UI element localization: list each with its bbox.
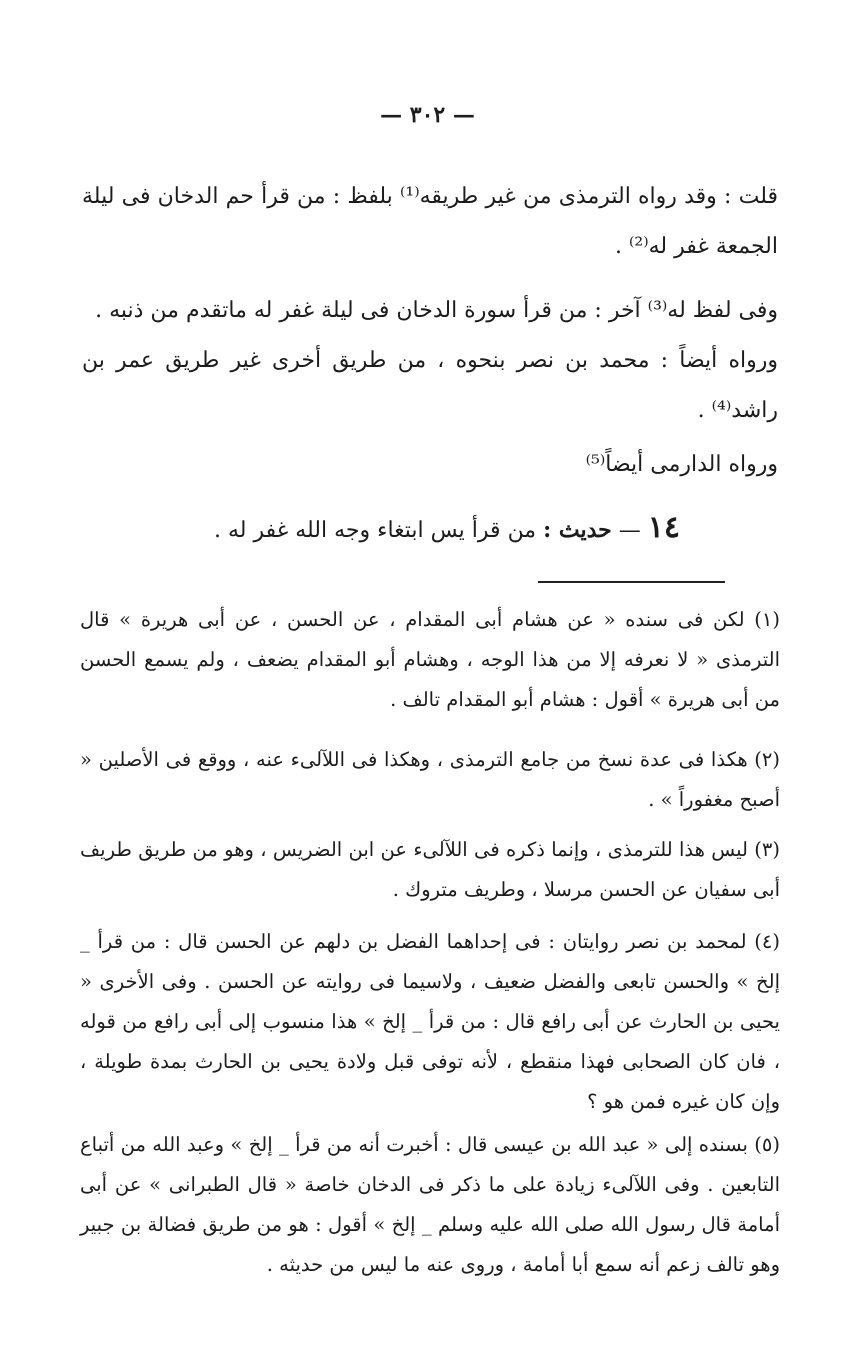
hadith-number: ١٤ bbox=[647, 510, 680, 545]
page-number: — ٣٠٢ — bbox=[380, 102, 475, 128]
hadith-heading bbox=[82, 503, 680, 556]
footnote-5: (٥) بسنده إلى « عبد الله بن عيسى قال : أخبرت أنه من قرأ _ إلخ » وعبد الله من أتباع التابعين . وفى اللآلىء زيادة على ما ذكر فى الدخان خاصة « قال الطبرانى » عن أبى أمامة قال رسول الله صلى الله عليه وسلم _ إلخ » أقول : هو من طريق فضالة بن جبير وهو تالف زعم أنه سمع أبا أمامة ، وروى عنه ما ليس من حديثه . bbox=[80, 1133, 780, 1276]
hadith-dash: — bbox=[618, 518, 641, 543]
footnote-divider bbox=[538, 581, 725, 583]
hadith-text: من قرأ يس ابتغاء وجه الله غفر له . bbox=[213, 518, 537, 543]
main-paragraph-4: ورواه الدارمى أيضاً⁽⁵⁾ bbox=[585, 452, 778, 477]
main-paragraph-3: ورواه أيضاً : محمد بن نصر بنحوه ، من طريق أخرى غير طريق عمر بن راشد⁽⁴⁾ . bbox=[82, 348, 778, 423]
footnote-2: (٢) هكذا فى عدة نسخ من جامع الترمذى ، وهكذا فى اللآلىء عنه ، ووقع فى الأصلين « أصبح مغفوراً » . bbox=[80, 748, 780, 811]
footnote-3: (٣) ليس هذا للترمذى ، وإنما ذكره فى اللآلىء عن ابن الضريس ، وهو من طريق طريف أبى سفيان عن الحسن مرسلا ، وطريف متروك . bbox=[80, 838, 780, 901]
hadith-label: حديث : bbox=[543, 517, 612, 543]
footnote-4: (٤) لمحمد بن نصر روايتان : فى إحداهما الفضل بن دلهم عن الحسن قال : من قرأ _ إلخ » والحسن تابعى والفضل ضعيف ، ولاسيما فى روايته عن الحسن . وفى الأخرى « يحيى بن الحارث عن أبى رافع قال : من قرأ _ إلخ » هذا منسوب إلى أبى رافع من قوله ، فان كان الصحابى فهذا منقطع ، لأنه توفى قبل ولادة يحيى بن الحارث بمدة طويلة ، وإن كان غيره فمن هو ؟ bbox=[80, 930, 780, 1113]
main-paragraph-2: وفى لفظ له⁽³⁾ آخر : من قرأ سورة الدخان فى ليلة غفر له ماتقدم من ذنبه . bbox=[95, 298, 778, 323]
footnote-1: (١) لكن فى سنده « عن هشام أبى المقدام ، عن الحسن ، عن أبى هريرة » قال الترمذى « لا نعرفه إلا من هذا الوجه ، وهشام أبو المقدام يضعف ، ولم يسمع الحسن من أبى هريرة » أقول : هشام أبو المقدام تالف . bbox=[80, 608, 780, 711]
main-paragraph-1: قلت : وقد رواه الترمذى من غير طريقه⁽¹⁾ بلفظ : من قرأ حم الدخان فى ليلة الجمعة غفر له⁽²⁾ . bbox=[82, 184, 778, 259]
